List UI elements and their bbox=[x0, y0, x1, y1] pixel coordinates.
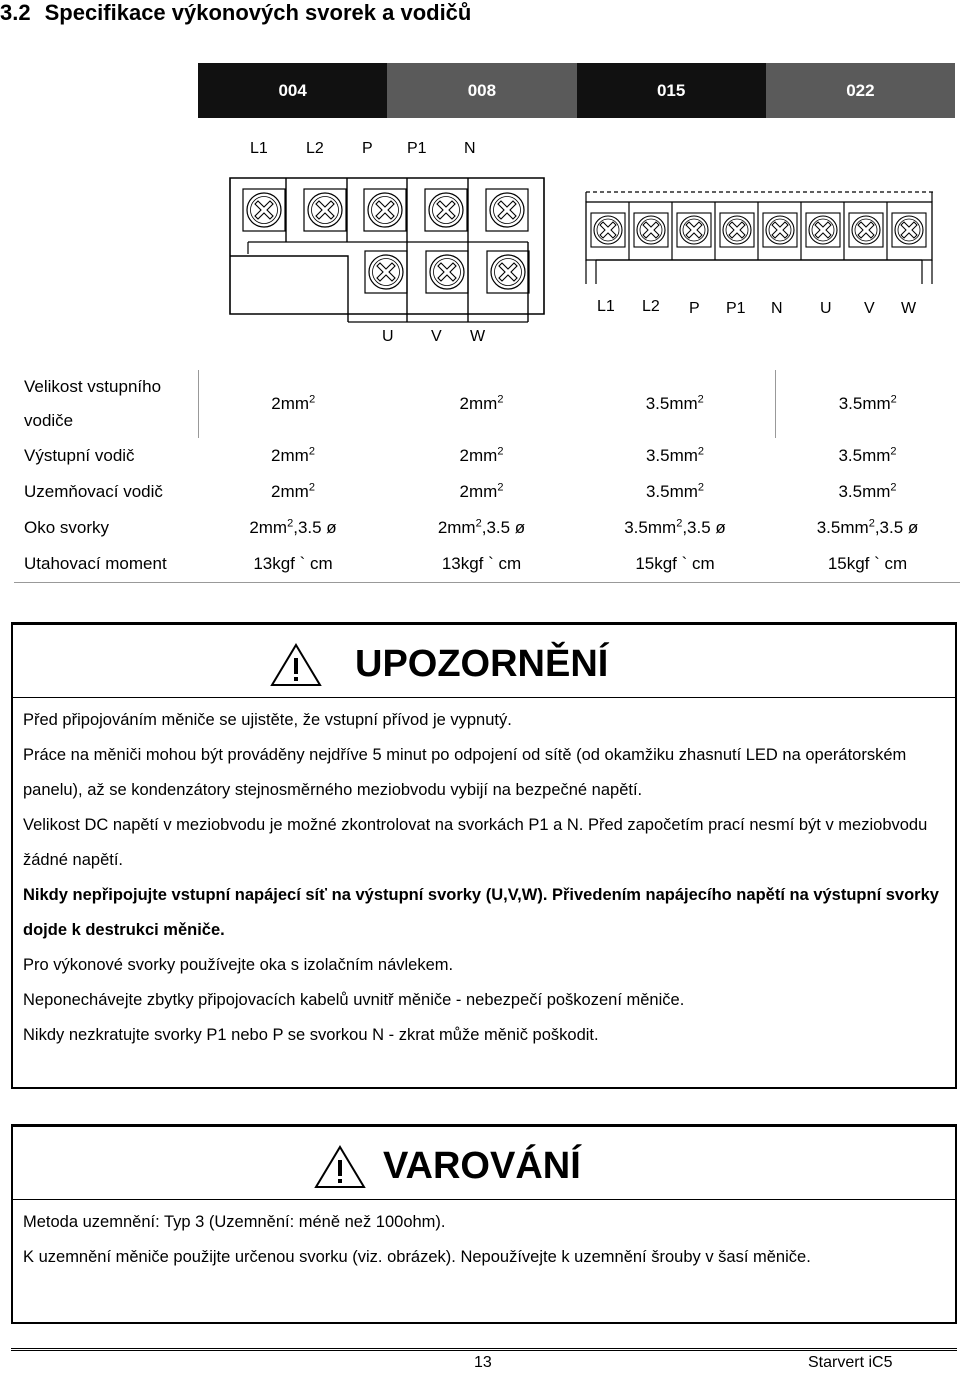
spec-value-exponent: 2 bbox=[497, 393, 504, 406]
spec-value-exponent: 2 bbox=[697, 481, 705, 494]
spec-value: 3.5mm bbox=[645, 482, 698, 501]
spec-row-label: Oko svorky bbox=[24, 518, 110, 537]
spec-value-exponent: 2 bbox=[697, 393, 704, 406]
spec-row-label: Výstupní vodič bbox=[24, 446, 135, 465]
terminal-label-p1-right: P1 bbox=[726, 300, 746, 317]
model-header-bar bbox=[198, 63, 955, 118]
spec-value: 13kgf ` cm bbox=[441, 554, 522, 573]
terminal-label-p-right: P bbox=[689, 300, 700, 317]
spec-value: 15kgf ` cm bbox=[827, 554, 908, 573]
warning-box bbox=[11, 1124, 957, 1324]
caution-line: Neponechávejte zbytky připojovacích kabelů uvnitř měniče - nebezpečí poškození měniče. bbox=[23, 991, 685, 1009]
warning-body bbox=[23, 1205, 945, 1275]
warning-triangle-icon bbox=[313, 1144, 367, 1190]
spec-row-label: Velikost vstupního vodiče bbox=[24, 377, 162, 430]
terminal-label-w-right: W bbox=[901, 300, 917, 317]
spec-value: 2mm bbox=[249, 518, 288, 537]
terminal-label-p1: P1 bbox=[407, 140, 427, 157]
section-heading bbox=[0, 0, 471, 26]
spec-value: 3.5mm bbox=[816, 518, 869, 537]
spec-value-suffix: ,3.5 ø bbox=[481, 518, 526, 537]
warning-title: VAROVÁNÍ bbox=[383, 1145, 581, 1187]
spec-value: 3.5mm bbox=[838, 394, 891, 413]
spec-value-exponent: 2 bbox=[287, 517, 294, 530]
model-015: 015 bbox=[577, 63, 766, 118]
spec-row bbox=[14, 546, 960, 583]
spec-cell bbox=[775, 474, 960, 510]
spec-cell bbox=[388, 474, 575, 510]
page-number: 13 bbox=[474, 1354, 492, 1371]
spec-cell bbox=[775, 546, 960, 583]
terminal-label-u: U bbox=[382, 328, 394, 345]
spec-value-exponent: 2 bbox=[475, 517, 482, 530]
spec-value-suffix: ,3.5 ø bbox=[682, 518, 726, 537]
caution-line: Pro výkonové svorky používejte oka s izolačním návlekem. bbox=[23, 956, 454, 974]
terminal-label-l1-right: L1 bbox=[597, 298, 615, 315]
spec-value: 3.5mm bbox=[838, 482, 891, 501]
model-008: 008 bbox=[387, 63, 576, 118]
spec-value: 3.5mm bbox=[624, 518, 677, 537]
spec-value: 2mm bbox=[271, 394, 310, 413]
section-number: 3.2 bbox=[0, 0, 31, 25]
caution-box bbox=[11, 622, 957, 1089]
terminal-label-l2: L2 bbox=[306, 140, 324, 157]
terminal-label-w: W bbox=[470, 328, 486, 345]
spec-cell bbox=[575, 370, 775, 438]
spec-cell bbox=[388, 438, 575, 474]
terminal-spec-table bbox=[14, 370, 960, 583]
spec-value-suffix: ,3.5 ø bbox=[874, 518, 919, 537]
caution-line: Nikdy nezkratujte svorky P1 nebo P se svorkou N - zkrat může měnič poškodit. bbox=[23, 1026, 599, 1044]
model-004: 004 bbox=[198, 63, 387, 118]
terminal-block-diagram-015-022 bbox=[584, 188, 936, 288]
warning-triangle-icon bbox=[269, 642, 323, 688]
model-022: 022 bbox=[766, 63, 955, 118]
spec-cell bbox=[388, 370, 575, 438]
spec-cell bbox=[388, 510, 575, 546]
spec-value-exponent: 2 bbox=[890, 445, 897, 458]
spec-cell bbox=[775, 510, 960, 546]
spec-value-exponent: 2 bbox=[676, 517, 683, 530]
spec-row-label: Utahovací moment bbox=[14, 546, 198, 583]
spec-cell bbox=[198, 438, 388, 474]
warning-header bbox=[13, 1127, 955, 1200]
warning-line: K uzemnění měniče použijte určenou svorku (viz. obrázek). Nepoužívejte k uzemnění šrouby v šasí měniče. bbox=[23, 1248, 811, 1266]
caution-line: Před připojováním měniče se ujistěte, že vstupní přívod je vypnutý. bbox=[23, 711, 512, 729]
terminal-label-u-right: U bbox=[820, 300, 832, 317]
terminal-label-p: P bbox=[362, 140, 373, 157]
spec-value: 2mm bbox=[459, 482, 498, 501]
terminal-label-n-right: N bbox=[771, 300, 783, 317]
spec-cell bbox=[198, 546, 388, 583]
terminal-label-v: V bbox=[431, 328, 442, 345]
caution-body bbox=[23, 703, 945, 1053]
section-title: Specifikace výkonových svorek a vodičů bbox=[44, 0, 472, 25]
spec-row bbox=[14, 438, 960, 474]
spec-value-exponent: 2 bbox=[890, 481, 897, 494]
spec-cell bbox=[775, 438, 960, 474]
spec-value: 13kgf ` cm bbox=[253, 554, 333, 573]
terminal-block-diagram-004-008 bbox=[228, 176, 548, 324]
spec-row bbox=[14, 474, 960, 510]
spec-cell bbox=[575, 438, 775, 474]
spec-cell bbox=[775, 370, 960, 438]
terminal-label-l2-right: L2 bbox=[642, 298, 660, 315]
caution-header bbox=[13, 625, 955, 698]
spec-value: 2mm bbox=[437, 518, 476, 537]
spec-value: 3.5mm bbox=[645, 394, 698, 413]
spec-value-exponent: 2 bbox=[308, 445, 315, 458]
caution-line: Nikdy nepřipojujte vstupní napájecí síť na výstupní svorky (U,V,W). Přivedením napájecího napětí na výstupní svorky dojde k destrukci měniče. bbox=[23, 886, 939, 939]
spec-cell bbox=[198, 370, 388, 438]
spec-value: 3.5mm bbox=[838, 446, 891, 465]
spec-cell bbox=[575, 510, 775, 546]
terminal-label-n: N bbox=[464, 140, 476, 157]
spec-value-exponent: 2 bbox=[308, 481, 315, 494]
spec-value: 2mm bbox=[459, 394, 498, 413]
terminal-label-v-right: V bbox=[864, 300, 875, 317]
spec-value: 2mm bbox=[459, 446, 498, 465]
spec-cell bbox=[575, 474, 775, 510]
spec-value-exponent: 2 bbox=[497, 481, 504, 494]
spec-row bbox=[14, 510, 960, 546]
spec-value-exponent: 2 bbox=[309, 393, 316, 406]
spec-cell bbox=[575, 546, 775, 583]
product-name: Starvert iC5 bbox=[808, 1354, 893, 1371]
spec-value-exponent: 2 bbox=[890, 393, 897, 406]
spec-value-exponent: 2 bbox=[697, 445, 705, 458]
spec-row-label: Uzemňovací vodič bbox=[24, 482, 163, 501]
spec-value-exponent: 2 bbox=[497, 445, 504, 458]
spec-cell bbox=[388, 546, 575, 583]
terminal-label-l1: L1 bbox=[250, 140, 268, 157]
spec-value: 2mm bbox=[271, 482, 309, 501]
spec-value-exponent: 2 bbox=[868, 517, 875, 530]
spec-cell bbox=[198, 510, 388, 546]
footer-divider bbox=[11, 1348, 957, 1351]
spec-cell bbox=[198, 474, 388, 510]
spec-value: 3.5mm bbox=[645, 446, 698, 465]
spec-value: 2mm bbox=[271, 446, 309, 465]
caution-line: Práce na měniči mohou být prováděny nejdříve 5 minut po odpojení od sítě (od okamžiku zhasnutí LED na operátorském panelu), až se kondenzátory stejnosměrného meziobvodu vybijí na bezpečné napětí. bbox=[23, 746, 907, 799]
spec-value-suffix: ,3.5 ø bbox=[293, 518, 337, 537]
caution-title: UPOZORNĚNÍ bbox=[355, 643, 609, 685]
spec-value: 15kgf ` cm bbox=[635, 554, 715, 573]
caution-line: Velikost DC napětí v meziobvodu je možné zkontrolovat na svorkách P1 a N. Před započetím prací nesmí být v meziobvodu žádné napětí. bbox=[23, 816, 928, 869]
spec-row bbox=[14, 370, 960, 438]
warning-line: Metoda uzemnění: Typ 3 (Uzemnění: méně než 100ohm). bbox=[23, 1213, 446, 1231]
